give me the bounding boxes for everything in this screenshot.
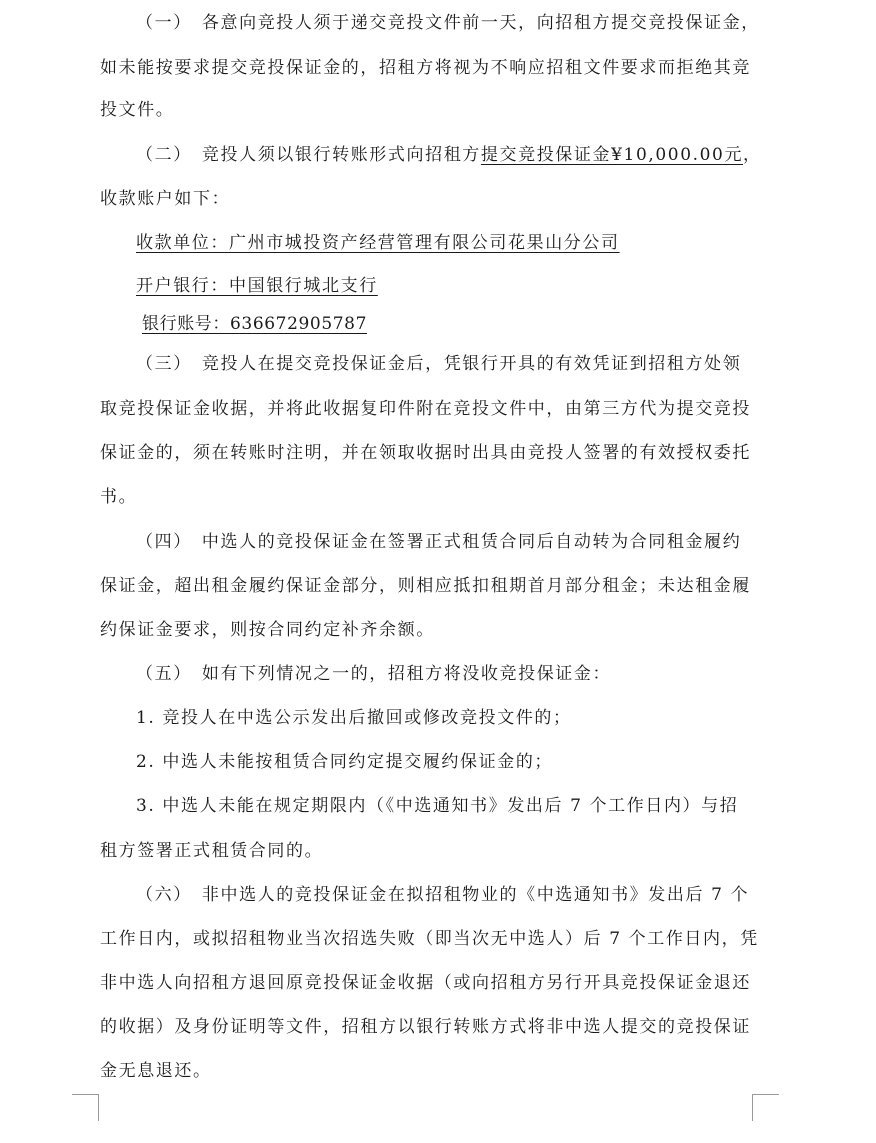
para-6-line-3: 非中选人向招租方退回原竞投保证金收据（或向招租方另行开具竞投保证金退还 [100, 973, 751, 993]
deposit-amount-text: 提交竞投保证金¥10,000.00元 [480, 145, 744, 165]
list-item-3-line-1: 3. 中选人未能在规定期限内（《中选通知书》发出后 7 个工作日内）与招 [136, 796, 739, 816]
para-1-line-3: 投文件。 [100, 100, 175, 120]
para-3-line-4: 书。 [100, 487, 138, 507]
bank-name-line: 开户银行：中国银行城北支行 [136, 276, 378, 296]
page-corner-mark-left [72, 1094, 99, 1121]
list-item-2: 2. 中选人未能按租赁合同约定提交履约保证金的； [136, 752, 554, 772]
para-2-line-1 [136, 143, 762, 167]
para-2-comma: ， [743, 145, 762, 165]
para-4-line-1: （四） 中选人的竞投保证金在签署正式租赁合同后自动转为合同租金履约 [136, 532, 742, 552]
account-number-line: 银行账号：636672905787 [142, 314, 367, 334]
list-item-3-line-2: 租方签署正式租赁合同的。 [100, 841, 324, 861]
para-3-line-2: 取竞投保证金收据，并将此收据复印件附在竞投文件中，由第三方代为提交竞投 [100, 399, 751, 419]
para-1-line-1: （一） 各意向竞投人须于递交竞投文件前一天，向招租方提交竞投保证金， [136, 13, 760, 33]
page-corner-mark-right [752, 1094, 779, 1121]
para-6-line-4: 的收据）及身份证明等文件，招租方以银行转账方式将非中选人提交的竞投保证 [100, 1017, 751, 1037]
para-6-line-2: 工作日内，或拟招租物业当次招选失败（即当次无中选人）后 7 个工作日内，凭 [100, 929, 759, 949]
para-4-line-2: 保证金，超出租金履约保证金部分，则相应抵扣租期首月部分租金；未达租金履 [100, 576, 751, 596]
para-6-line-1: （六） 非中选人的竞投保证金在拟招租物业的《中选通知书》发出后 7 个 [136, 885, 750, 905]
para-4-line-3: 约保证金要求，则按合同约定补齐余额。 [100, 620, 435, 640]
para-2-lead-text: （二） 竞投人须以银行转账形式向招租方 [136, 145, 481, 165]
list-item-1: 1. 竞投人在中选公示发出后撤回或修改竞投文件的； [136, 708, 572, 728]
para-3-line-1: （三） 竞投人在提交竞投保证金后，凭银行开具的有效凭证到招租方处领 [136, 354, 742, 374]
para-2-line-2: 收款账户如下： [100, 189, 231, 209]
para-1-line-2: 如未能按要求提交竞投保证金的，招租方将视为不响应招租文件要求而拒绝其竞 [100, 58, 751, 78]
para-3-line-3: 保证金的，须在转账时注明，并在领取收据时出具由竞投人签署的有效授权委托 [100, 443, 751, 463]
para-6-line-5: 金无息退还。 [100, 1061, 212, 1081]
payee-name-line: 收款单位：广州市城投资产经营管理有限公司花果山分公司 [136, 233, 620, 253]
para-5-line-1: （五） 如有下列情况之一的，招租方将没收竞投保证金： [136, 664, 612, 684]
